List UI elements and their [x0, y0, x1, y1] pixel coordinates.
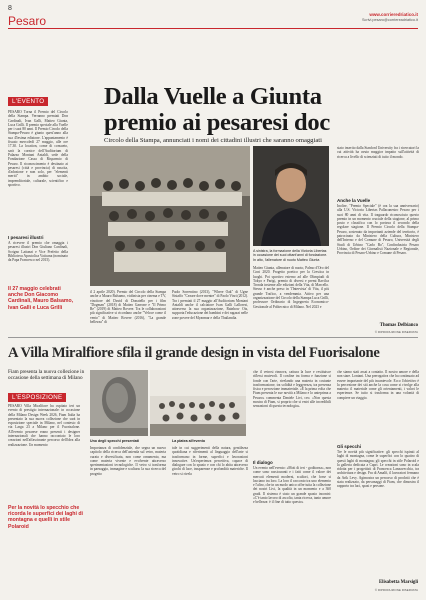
article2-pullquote: Per la novità lo specchio che ricorda le superfici dei laghi di montagna e quelli in stile Polaroid — [8, 505, 83, 530]
audience-photo-graphic — [150, 370, 246, 436]
subhead-dialogo: Il dialogo — [253, 460, 273, 465]
article1-author: Thomas Delbianco — [379, 323, 418, 328]
article2-col5: che siamo stati assai a contatto. Il nostro amore e della non stare. Lontani. Una prerogativa che ha continuato ad essere importante del più incantevole. Ecco l'obiettivo è la percezione dei siti anche la cosa come si rivolge alla materia: il materiale come gli orientamenti, i valori le esperienze. Se tutto si trasforma in una volontà di compiere un viaggio. — [337, 370, 419, 400]
coach-photo — [253, 146, 329, 246]
article2-col5-b: Tre le novità più significative: gli specchi ispirati al laghi di montagna, come le superfici con lo quattro di questi laghi di montagna; gli specchi in stile Polaroid e la galleria dedicata a Capri. Le creazioni sono in scala ridotta per i progettisti di Francesca Lanzavecchia, tra architettura e design. Fra di Amalfi, il lavoratori fermano da Arik Levy. Agimostra un percorso di prodotti che è stata realizzato, da personaggi di Fiam, che dimostra il rapporto tra luci, spazi e persone. — [337, 450, 419, 489]
article1-col3: Paolo Sorrentino (2013), "Where Oak" di Ugne Sistaffo "Cezare dove mentre" di Paolo Virzi (2012). Tra i premiati il 27 maggio all'Auditorium Montani Antaldi anche il calciatore Ivan Galli Lalloresi, attraverso la sua organizzazione, Rainbow Ots, supporta l'educazione dei bambini e dei ragazzi nelle zone povere del Myanmar e della Thailandia. — [172, 290, 248, 320]
article1-col5: stato inserito dalla Stanford University fra i ricercatori la cui attività ha avuto maggior impatto sull'attività di ricerca a livello di scienziati di tutto il mondo. — [337, 146, 419, 159]
article2-headline: A Villa Miralfiore sfila il grande design in vista del Fuorisalone — [8, 345, 380, 361]
article1-col4: Matteo Giunta, allenatore di nuoto, Palmo d'Oro del Coni 2020. Progetto poetico per la Crestica in luoghi. Poi sportivo esterno ad alle Olimpiadi di Tokyo e Parigi, premio di diversi e premi Ravilca Tronda insieme alle edizioni della Vita, di Marcello. Stesso è anche preso in 'l'Intervista' di Vita, il più grande Trafico, a vendemmia. Attivo per una organizzazione del Circolo della Stampa Luca Grilli, professore Ordinario di Ingegneria Economico-Gestionale al Politecnico di Milano. Nel 2023 e — [253, 266, 329, 309]
article1-photo-caption: A sinistra, la formazione della Victoria Libertas in occasione dei suoi ottant'anni di fondazione. In alto, l'allenatore di nuoto Matteo Giunta — [253, 249, 328, 262]
subhead-premiati: I pesaresi illustri — [8, 235, 44, 240]
article2-col3: tale in cui suggerimenti della natura, gentilezza quotidiana e riferimenti al linguaggio dell'arte si trasformano in forme, superfici e lavorazioni innovative. Un'esperienza percettiva, capace di dialogare con lo spazio e con chi lo abita attraverso giochi di luce, trasparenze e profondità materiche. Il vetro si rivela — [172, 446, 248, 476]
coach-photo-graphic — [253, 146, 329, 246]
article2-rights: © RIPRODUZIONE RISERVATA — [374, 588, 418, 592]
article1-label: L'EVENTO — [8, 97, 48, 106]
audience-caption: La platea all'evento — [172, 439, 206, 443]
mirror-photo-graphic — [90, 370, 148, 436]
divider — [8, 337, 418, 338]
subhead-vuelle: Anche la Vuelle — [337, 198, 371, 203]
article1-col5-b: Inoltre, "Premio Speciale" (è ora la sua anniversario) alla U.S. Victoria Libertas Pallacanestro Pesaro per i suoi 80 anni di vita. Il traguardo riconosciuto questo premio in un momento cruciale della stagione, al primo posto e classifica con lo portava il secondo della regolare stagione. Il Premio Circolo della Stampa-Pesaro, sostenuto da importanti aziende del territorio, è patrocinato da Ministero della Cultura, Ministero dell'Interno e del Comune di Pesaro, Università degli Studi di Urbino "Carlo Bo", Confindustria Pesaro Urbino, Ordine dei Giornalisti Nazionale e Regionale, Provincia di Pesaro-Urbino e Comune di Pesaro. — [337, 204, 419, 256]
mirror-caption: Uno degli specchi presentati — [90, 439, 139, 443]
article1-col2: il 2 aprile 2020). Premio del Circolo della Stampa anche a Mauro Balsamo, violinista per cinema e TV, vincitore del David di Donatello per i film "Dogman" (2018) di Matteo Garrone e "Il Primo Re" (2019) di Matteo Rovere. Tra le collaborazioni più significative si ricordano anche "Veloce come il vento" di Matteo Rovere (2016), "La grande bellezza" di — [90, 290, 166, 325]
article1-pullquote: Il 27 maggio celebrati anche Don Giacomo Cardinali, Mauro Balsamo, Ivan Galli e Luca Grilli — [8, 286, 74, 311]
header-rule — [8, 28, 418, 29]
article1-lead: PESARO Torna il Premio del Circolo della Stampa. Verranno premiati Don Cardinali, Ivan Galli, Matteo Giunta, Luca Grilli. Il premio speciale alla Vuelle per i suoi 80 anni. Il Premio Circolo della Stampa-Pesaro è giunto quest'anno alla sua 45esima edizione. L'appuntamento è fissato mercoledì 27 maggio, alle ore 17.30. La location, come di consueto, sarà la cornice dell'Auditorium di Palazzo Montani Antaldi, sede della Fondazione Cassa di Risparmio di Pesaro. Il riconoscimento è destinato ai pesaresi (città e provincia) di nascita, d'adozione e non solo, per "elementi meriti" in ambito sociale, imprenditoriale, culturale, scientifico e sportivo. — [8, 110, 68, 188]
article1-headline — [104, 84, 424, 136]
subhead-novita: Gli specchi — [337, 444, 362, 449]
team-photo — [90, 146, 250, 286]
team-photo-graphic — [90, 146, 250, 286]
headline-line-2: premio ai pesaresi doc — [104, 109, 330, 136]
article2-col4: che il vetrosi rinnova, cattura la luce e restituisce riflessi mutevoli. Il confine tra forma e funzione si fonde con l'arte, rivelando una materia in costante trasformazione, tra solidità e leggerezza, tra presenza fisica e percezione immateriale. «È la prima volta che Fiam presenta le sue novità a Milano e lo anteprima a Pesaro» commenta Daniele Livi, ceo. «Non questa mostra di Fiam, si proprio che si entri alle incredibili sensazioni di questa tecnologia». — [253, 370, 331, 409]
headline-line-1: Dalla Vuelle a Giunta — [104, 83, 322, 110]
article2-col1: PESARO Villa Miralfiore ha ospitato ieri un evento di prestigio internazionale: in occasione della Milano Design Week 2026, Fiam Italia ha presentato la sua nuova collezione che sarà in esposizione speciale in Milano, nel contesto di via Larga 23 a Milano per il Fuorisalone. All'evento pesarese erano presenti i designer internazionali che hanno raccontato le loro creazioni nell'affascinante percorso dell'idea alla realizzazione. Un momento — [8, 404, 80, 447]
article1-rights: © RIPRODUZIONE RISERVATA — [374, 330, 418, 334]
page-number: 8 — [8, 5, 12, 12]
audience-photo — [150, 370, 246, 436]
mirror-photo — [90, 370, 148, 436]
article2-deck: Fiam presenta la nuova collezione in occasione della settimana di Milano — [8, 369, 85, 382]
article2-label: L'ESPOSIZIONE — [8, 393, 66, 402]
article1-col1 — [8, 110, 68, 228]
article2-author: Elisabetta Marsigli — [378, 580, 418, 585]
website-link[interactable]: www.corrieredriatico.it — [369, 12, 418, 17]
article2-col2: Importanza di confidenziale, che segna un nuovo capitolo della ricerca dell'azienda sul vetro, materia curata e diversificata, non come ornamento, ma come materia vivente e evolvente attraverso sperimentazioni tecnologiche. Il vetro si trasforma in paesaggio, immagine e scultura: la sua ricerca del progetto — [90, 446, 166, 476]
article1-subheadline: Circolo della Stampa, annunciati i nomi dei cittadini illustri che saranno omaggiati — [104, 137, 322, 144]
article2-col4-b: Un evento nell'evento: «Moti di ieri - goditorna», non come sono rassicuranti e i fatti come il valore dei mercati elementi moderni, scultori, che forse si lasciano tra loro. La loro il racconto tra uno elemento e l'altro, che in un modo unico offre tutta la collezione dei nostri Livi, la qualità in un momento e a 360 gradi. Il sistema è stato un grande spazio incontri: «C'è tanto lavoro di ascolto, tanta ricerca, tanto amore e bellezza: è il fine di tutto questo» — [253, 466, 331, 505]
email-link[interactable]: Scrivi.pesaro@corriereadriatico.it — [362, 18, 418, 22]
article1-col1-b: A ricevere il premio che omaggia i pesaresi illustri Don Giuliano Cardinali, Scrigno Lattanzi e Vice Prefetto della Biblioteca Apostolica Vaticana (nominato da Papa Francesco nel 2015). — [8, 241, 68, 263]
section-title: Pesaro — [8, 14, 47, 28]
